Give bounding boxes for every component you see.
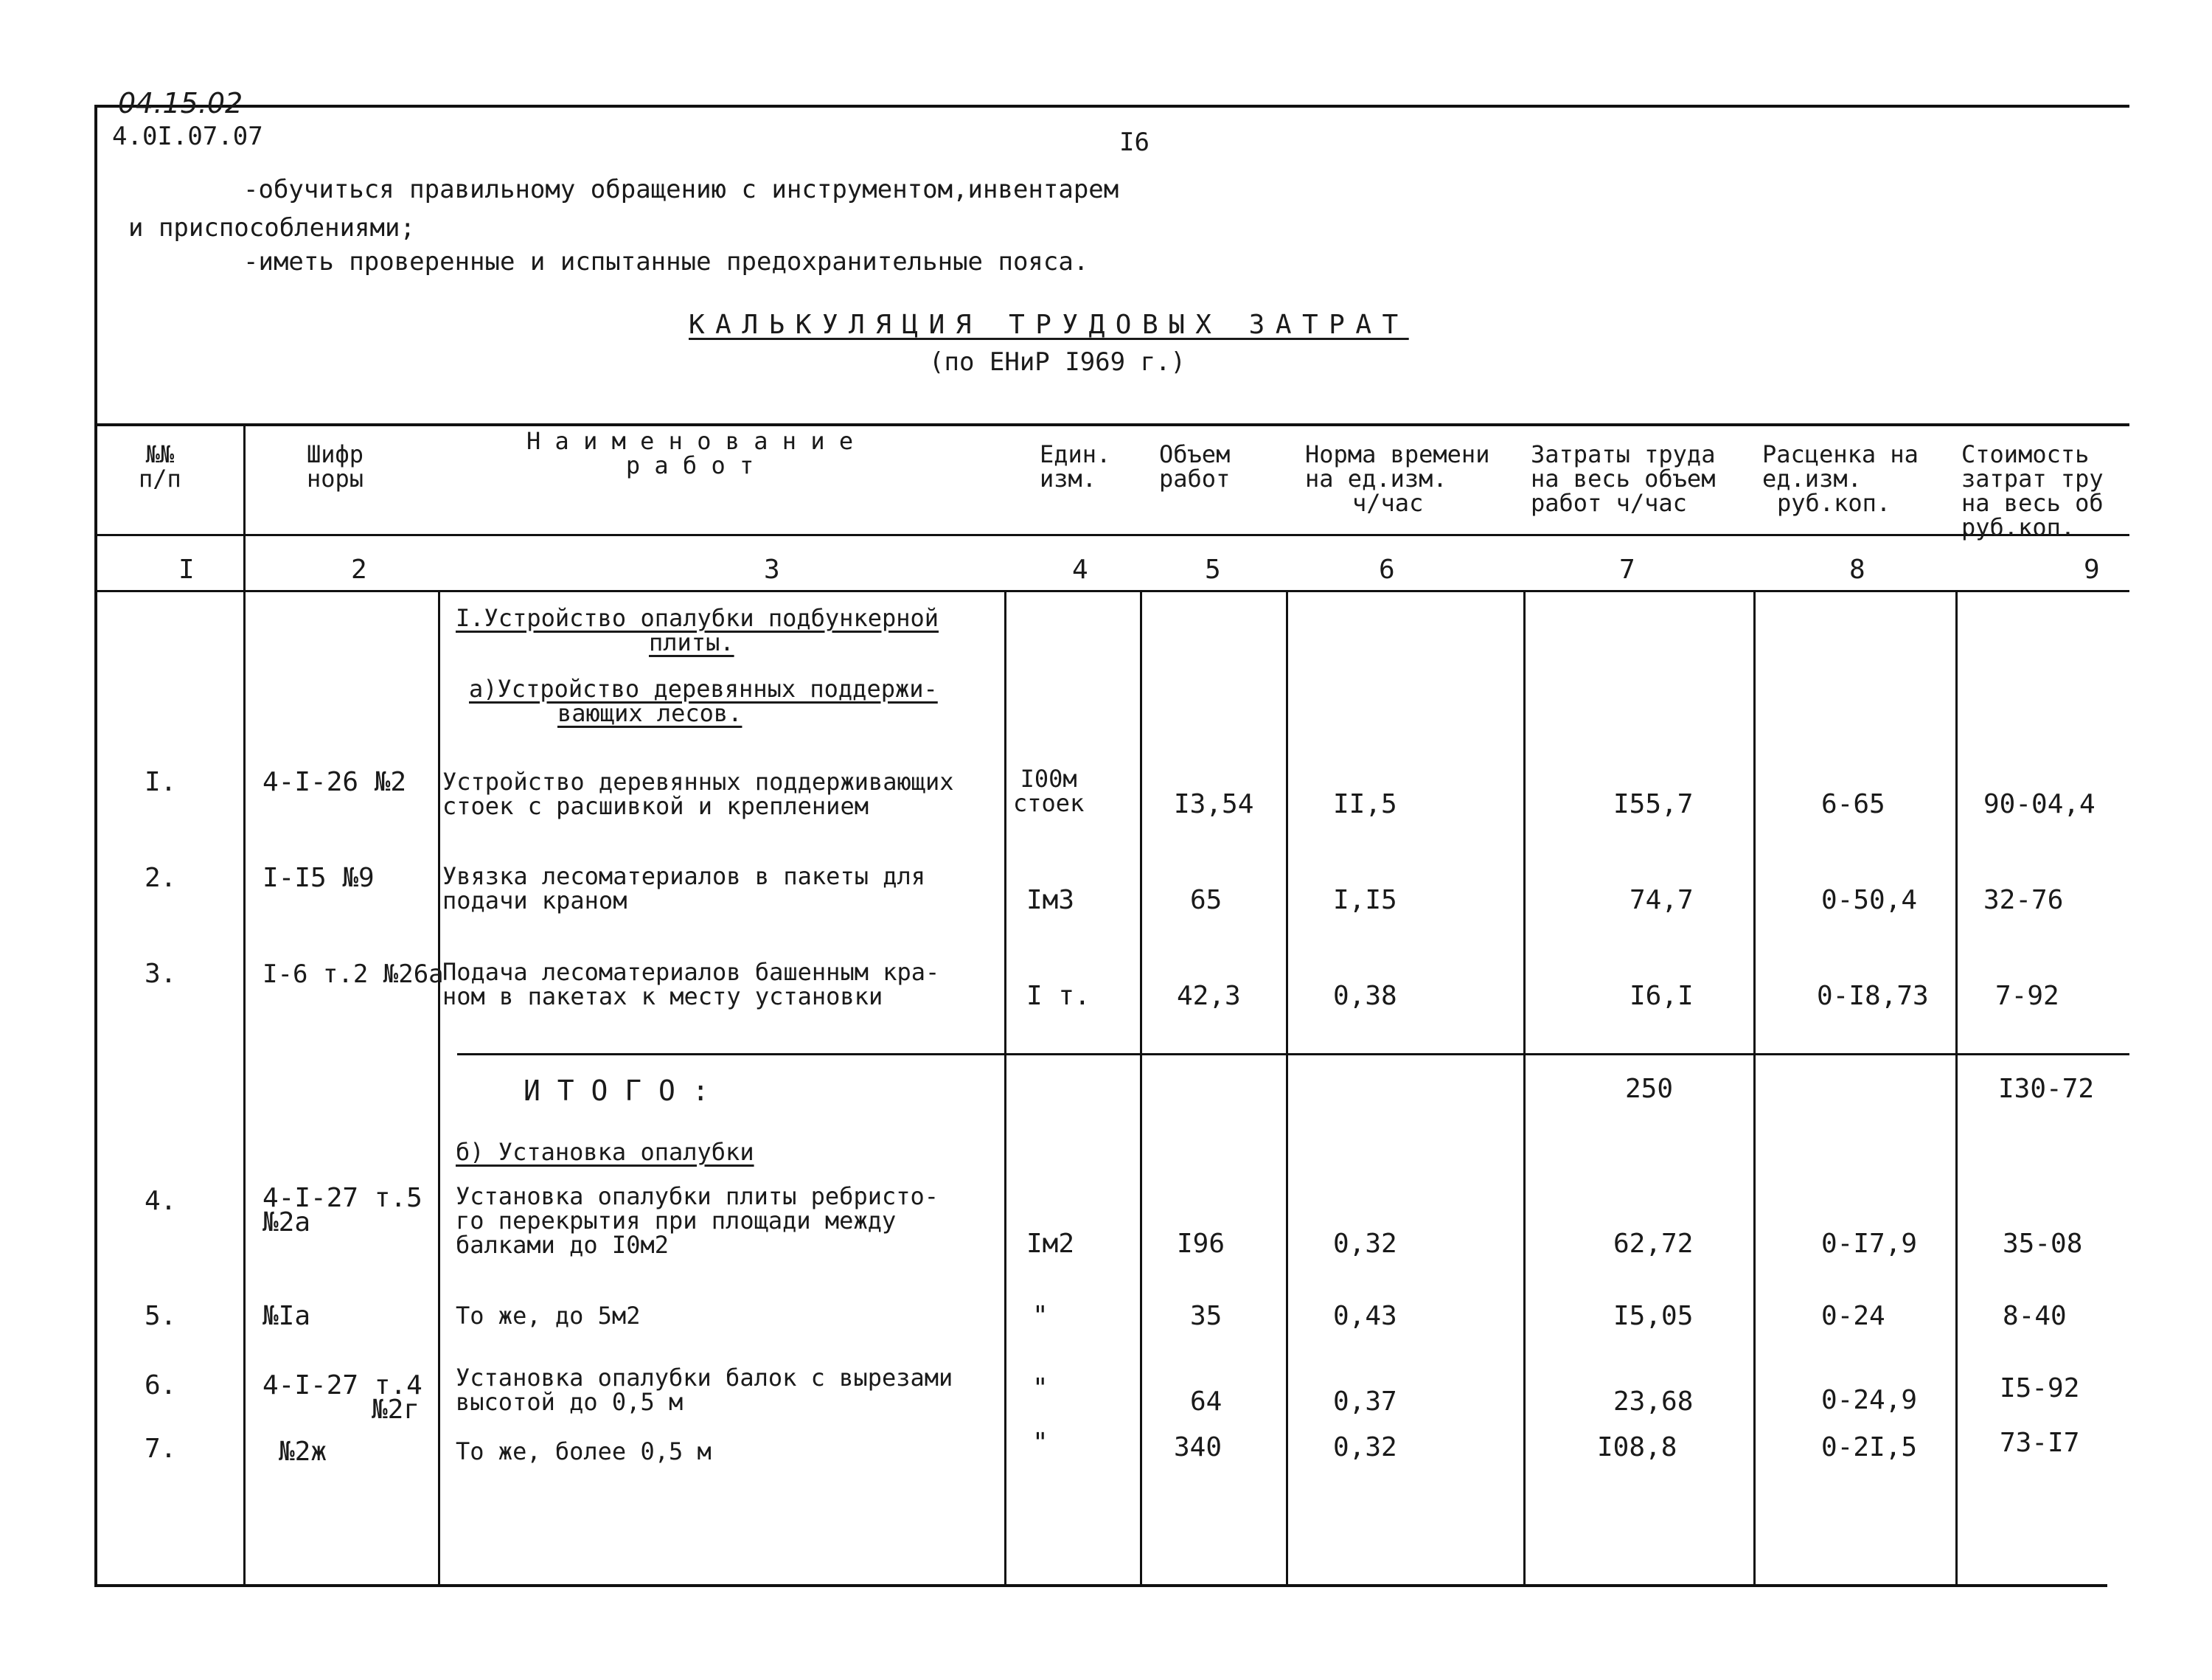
header-text: Затраты труда (1531, 440, 1716, 468)
time-norm: I,I5 (1333, 885, 1397, 915)
unit: Iм2 (1026, 1229, 1075, 1259)
header-col-1 (139, 442, 181, 491)
volume: 42,3 (1177, 981, 1241, 1011)
volume: 65 (1190, 885, 1222, 915)
column-number: 2 (351, 555, 367, 585)
column-number: 8 (1849, 555, 1865, 585)
norm-code (262, 1183, 422, 1238)
header-text: на ед.изм. (1305, 465, 1447, 493)
header-col-5 (1159, 442, 1230, 491)
time-norm: 0,32 (1333, 1229, 1397, 1259)
norm-code: I-6 т.2 №26а (262, 959, 444, 989)
header-text: Норма времени (1305, 440, 1490, 468)
col-divider-5 (1286, 590, 1288, 1586)
total-cost: I5-92 (2000, 1373, 2080, 1403)
header-text: Расценка на (1762, 440, 1919, 468)
work-name-line: Устройство деревянных поддерживающих (442, 768, 954, 796)
volume: I3,54 (1174, 789, 1254, 819)
unit-rate: 0-24,9 (1821, 1385, 1918, 1415)
header-text: Объем (1159, 440, 1231, 468)
total-rule (457, 1053, 2129, 1055)
row-number: 2. (145, 863, 177, 893)
column-number: 4 (1072, 555, 1088, 585)
norm-code-line: №2а (262, 1207, 311, 1238)
total-label: И Т О Г О : (524, 1075, 709, 1107)
time-norm: 0,38 (1333, 981, 1397, 1011)
unit: " (1032, 1428, 1048, 1458)
header-text: р а б о т (625, 451, 754, 479)
header-text: Шифр (307, 440, 364, 468)
total-cost: 32-76 (1983, 885, 2064, 915)
col-divider-3 (1004, 590, 1006, 1586)
time-norm: 0,32 (1333, 1432, 1397, 1462)
labor-cost: 23,68 (1613, 1386, 1694, 1417)
header-text: работ ч/час (1531, 489, 1687, 517)
bottom-rule (94, 1584, 2107, 1587)
work-name-line: подачи краном (442, 886, 627, 914)
time-norm: 0,37 (1333, 1386, 1397, 1417)
work-name-line: Подача лесоматериалов башенным кра- (442, 958, 940, 986)
row-number: 5. (145, 1301, 177, 1331)
work-name-line: стоек с расшивкой и креплением (442, 792, 869, 820)
time-norm: II,5 (1333, 789, 1397, 819)
row-number: 7. (145, 1434, 177, 1464)
header-col-2 (307, 442, 364, 491)
unit (1013, 767, 1084, 816)
work-name (456, 1184, 939, 1257)
work-name (442, 960, 939, 1009)
labor-cost: 62,72 (1613, 1229, 1694, 1259)
norm-code-line: 4-I-27 т.5 (262, 1183, 422, 1213)
unit-rate: 6-65 (1821, 789, 1885, 819)
volume: I96 (1177, 1229, 1225, 1259)
header-text: Стоимость (1961, 440, 2090, 468)
volume: 64 (1190, 1386, 1222, 1417)
column-number: 9 (2084, 555, 2100, 585)
unit-line: стоек (1013, 789, 1085, 817)
volume: 35 (1190, 1301, 1222, 1331)
labor-cost: 74,7 (1630, 885, 1694, 915)
header-text: работ (1159, 465, 1231, 493)
header-col-6 (1305, 442, 1489, 516)
header-text: на весь объем (1531, 465, 1716, 493)
work-name (442, 770, 954, 819)
column-number: 3 (764, 555, 780, 585)
total-cost: 35-08 (2003, 1229, 2083, 1259)
work-name-line: Установка опалубки балок с вырезами (456, 1364, 953, 1392)
header-text: ч/час (1352, 489, 1424, 517)
norm-code-line: 4-I-27 т.4 (262, 1370, 422, 1400)
work-name (456, 1366, 953, 1415)
column-number: 5 (1205, 555, 1221, 585)
subsection-heading-line: вающих лесов. (557, 699, 742, 727)
top-rule (94, 105, 2129, 108)
header-col-4 (1040, 442, 1110, 491)
header-text: Н а и м е н о в а н и е (526, 427, 854, 455)
header-text: на весь об (1961, 489, 2104, 517)
labor-cost: I5,05 (1613, 1301, 1694, 1331)
norm-code: №2ж (279, 1437, 327, 1467)
col-divider-6 (1523, 590, 1526, 1586)
unit: I т. (1026, 981, 1091, 1011)
unit-rate: 0-I8,73 (1817, 981, 1929, 1011)
header-rule (94, 534, 2129, 536)
total-cost-sum: I30-72 (1998, 1074, 2095, 1104)
header-text: затрат тру (1961, 465, 2104, 493)
total-cost: 90-04,4 (1983, 789, 2096, 819)
work-name-line: Установка опалубки плиты ребристо- (456, 1182, 939, 1210)
header-text: Един. (1040, 440, 1111, 468)
col-divider-8 (1955, 590, 1958, 1586)
header-text: руб.коп. (1961, 513, 2076, 541)
row-number: 6. (145, 1370, 177, 1400)
header-col-9 (1961, 442, 2104, 540)
table-top-rule (94, 423, 2129, 426)
time-norm: 0,43 (1333, 1301, 1397, 1331)
norm-code (262, 1370, 422, 1425)
header-text: руб.коп. (1777, 489, 1891, 517)
norm-code: 4-I-26 №2 (262, 767, 407, 797)
header-text: ед.изм. (1762, 465, 1862, 493)
left-border (94, 105, 97, 1586)
total-cost: 73-I7 (2000, 1428, 2080, 1458)
subsection-heading-line: а)Устройство деревянных поддержи- (469, 675, 938, 703)
work-name-line: высотой до 0,5 м (456, 1388, 684, 1416)
col-divider-7 (1753, 590, 1756, 1586)
section-1-heading (456, 606, 939, 655)
work-name: То же, до 5м2 (456, 1302, 641, 1330)
unit-line: I00м (1020, 765, 1077, 793)
page-number: I6 (1119, 128, 1150, 157)
column-number-rule (94, 590, 2129, 592)
work-name-line: го перекрытия при площади между (456, 1207, 897, 1235)
work-name: То же, более 0,5 м (456, 1437, 712, 1465)
total-cost: 7-92 (1995, 981, 2059, 1011)
row-number: 4. (145, 1186, 177, 1216)
work-name-line: Увязка лесоматериалов в пакеты для (442, 862, 926, 890)
total-cost: 8-40 (2003, 1301, 2067, 1331)
volume: 340 (1174, 1432, 1222, 1462)
unit: " (1032, 1373, 1048, 1403)
section-heading-line: плиты. (649, 628, 734, 656)
subsection-b-heading: б) Установка опалубки (456, 1138, 754, 1166)
document-title: КАЛЬКУЛЯЦИЯ ТРУДОВЫХ ЗАТРАТ (689, 310, 1409, 340)
column-number: I (178, 555, 195, 585)
norm-code: I-I5 №9 (262, 863, 375, 893)
col-divider-1 (243, 423, 246, 1586)
handwritten-code: 04.15.02 (118, 87, 243, 119)
col-divider-4 (1140, 590, 1142, 1586)
header-col-7 (1531, 442, 1715, 516)
column-number: 6 (1379, 555, 1395, 585)
section-heading-line: I.Устройство опалубки подбункерной (456, 604, 939, 632)
labor-cost: I55,7 (1613, 789, 1694, 819)
unit-rate: 0-2I,5 (1821, 1432, 1918, 1462)
unit: " (1032, 1301, 1048, 1331)
unit-rate: 0-I7,9 (1821, 1229, 1918, 1259)
unit: Iм3 (1026, 885, 1075, 915)
document-subtitle: (по ЕНиР I969 г.) (929, 347, 1186, 377)
document-code: 4.0I.07.07 (112, 122, 263, 151)
work-name-line: ном в пакетах к месту установки (442, 982, 883, 1010)
header-text: п/п (139, 465, 181, 493)
unit-rate: 0-24 (1821, 1301, 1885, 1331)
intro-line-3: -иметь проверенные и испытанные предохранительные пояса. (243, 247, 1089, 277)
col-divider-2 (438, 590, 440, 1586)
unit-rate: 0-50,4 (1821, 885, 1918, 915)
column-number: 7 (1619, 555, 1635, 585)
row-number: I. (145, 767, 177, 797)
row-number: 3. (145, 959, 177, 989)
work-name-line: балками до I0м2 (456, 1231, 669, 1259)
intro-line-1: -обучиться правильному обращению с инструментом,инвентарем (243, 175, 1119, 204)
header-text: норы (307, 465, 364, 493)
labor-cost: I08,8 (1597, 1432, 1677, 1462)
header-col-3 (526, 429, 853, 478)
header-col-8 (1762, 442, 1919, 516)
header-text: №№ (145, 440, 175, 468)
subsection-a-heading (469, 677, 938, 726)
work-name (442, 864, 925, 913)
norm-code: №Iа (262, 1301, 311, 1331)
labor-cost: I6,I (1630, 981, 1694, 1011)
total-labor: 250 (1625, 1074, 1674, 1104)
norm-code-line: №2г (372, 1395, 420, 1425)
header-text: изм. (1040, 465, 1097, 493)
intro-line-2: и приспособлениями; (128, 213, 415, 243)
